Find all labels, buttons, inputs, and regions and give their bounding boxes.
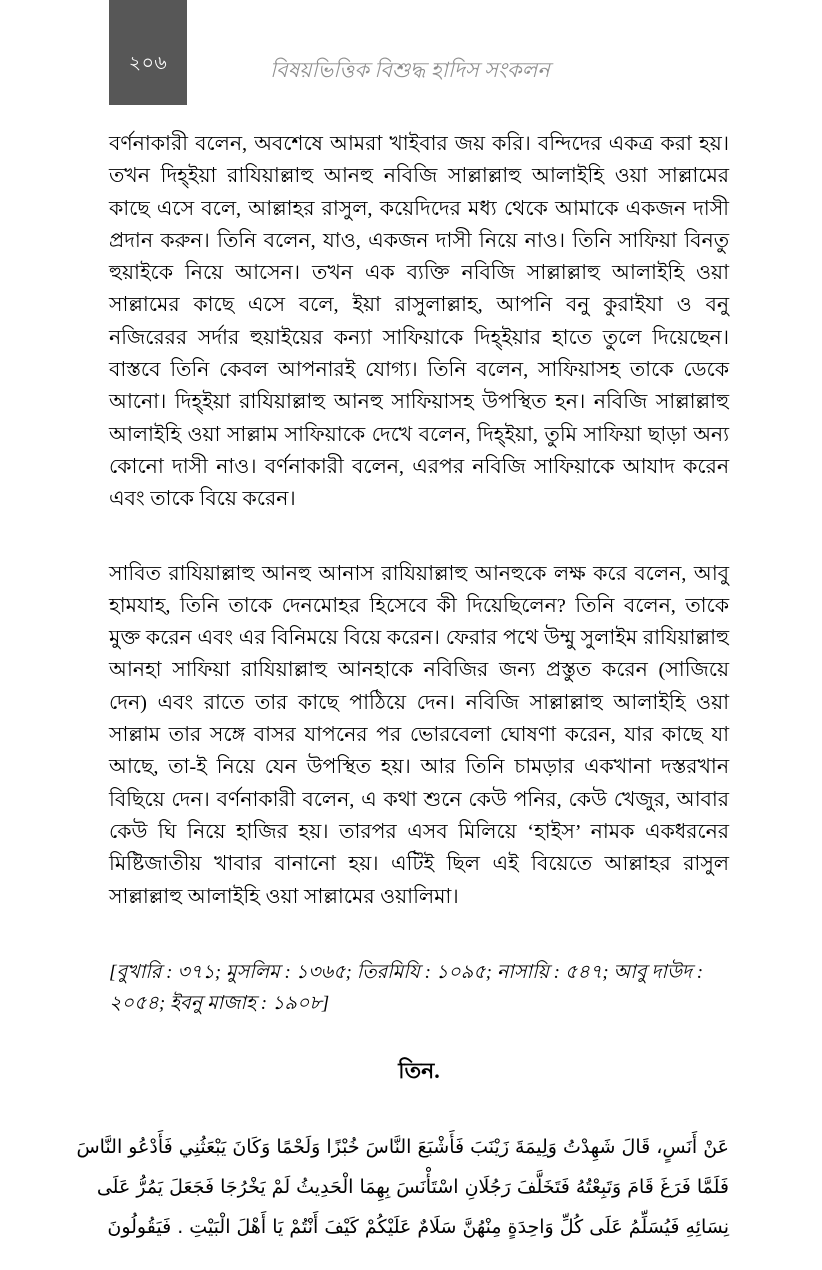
narration-paragraph-2: সাবিত রাযিয়াল্লাহু আনহু আনাস রাযিয়াল্লাহু আনহুকে লক্ষ করে বলেন, আবু হামযাহ, তিনি তাকে দেনমোহর হিসেবে কী দিয়েছিলেন? তিনি বলেন, তাকে মুক্ত করেন এবং এর বিনিময়ে বিয়ে করেন। ফেরার পথে উম্মু সুলাইম রাযিয়াল্লাহু আনহা সাফিয়া রাযিয়াল্লাহু আনহাকে নবিজির জন্য প্রস্তুত করেন (সাজিয়ে দেন) এবং রাতে তার কাছে পাঠিয়ে দেন। নবিজি সাল্লাল্লাহু আলাইহি ওয়া সাল্লাম তার সঙ্গে বাসর যাপনের পর ভোরবেলা ঘোষণা করেন, যার কাছে যা আছে, তা-ই নিয়ে যেন উপস্থিত হয়। আর তিনি চামড়ার একখানা দস্তরখান বিছিয়ে দেন। বর্ণনাকারী বলেন, এ কথা শুনে কেউ পনির, কেউ খেজুর, আবার কেউ ঘি নিয়ে হাজির হয়। তারপর এসব মিলিয়ে ‘হাইস’ নামক একধরনের মিষ্টিজাতীয় খাবার বানানো হয়। এটিই ছিল এই বিয়েতে আল্লাহর রাসুল সাল্লাল্লাহু আলাইহি ওয়া সাল্লামের ওয়ালিমা। — [109, 562, 729, 908]
narration-paragraph-1: বর্ণনাকারী বলেন, অবশেষে আমরা খাইবার জয় করি। বন্দিদের একত্র করা হয়। তখন দিহ্‌ইয়া রাযিয়াল্লাহু আনহু নবিজি সাল্লাল্লাহু আলাইহি ওয়া সাল্লামের কাছে এসে বলে, আল্লাহর রাসুল, কয়েদিদের মধ্য থেকে আমাকে একজন দাসী প্রদান করুন। তিনি বলেন, যাও, একজন দাসী নিয়ে নাও। তিনি সাফিয়া বিনতু হুয়াইকে নিয়ে আসেন। তখন এক ব্যক্তি নবিজি সাল্লাল্লাহু আলাইহি ওয়া সাল্লামের কাছে এসে বলে, ইয়া রাসুলাল্লাহ, আপনি বনু কুরাইযা ও বনু নজিরেরর সর্দার হুয়াইয়ের কন্যা সাফিয়াকে দিহ্‌ইয়ার হাতে তুলে দিয়েছেন। বাস্তবে তিনি কেবল আপনারই যোগ্য। তিনি বলেন, সাফিয়াসহ তাকে ডেকে আনো। দিহ্‌ইয়া রাযিয়াল্লাহু আনহু সাফিয়াসহ উপস্থিত হন। নবিজি সাল্লাল্লাহু আলাইহি ওয়া সাল্লাম সাফিয়াকে দেখে বলেন, দিহ্‌ইয়া, তুমি সাফিয়া ছাড়া অন্য কোনো দাসী নাও। বর্ণনাকারী বলেন, এরপর নবিজি সাফিয়াকে আযাদ করেন এবং তাকে বিয়ে করেন। — [109, 133, 729, 511]
paragraph-spacer — [109, 532, 729, 558]
section-heading: তিন. — [398, 1057, 440, 1083]
book-title-header: বিষয়ভিত্তিক বিশুদ্ধ হাদিস সংকলন — [270, 58, 550, 82]
paragraph-spacer — [109, 929, 729, 957]
page-running-header — [0, 0, 822, 108]
arabic-line-2: فَلَمَّا فَرَغَ قَامَ وَتَبِعْتُهُ فَتَخَلَّفَ رَجُلَانِ اسْتَأْنَسَ بِهِمَا الْحَدِيثُ لَمْ يَخْرُجَا فَجَعَلَ يَمُرُّ عَلَى — [96, 1176, 729, 1199]
heading-spacer — [109, 1085, 729, 1127]
citation-spacer — [109, 1019, 729, 1057]
hadith-source-citation: [বুখারি : ৩৭১; মুসলিম : ১৩৬৫; তিরমিযি : ১০৯৫; নাসায়ি : ৫৪৭; আবু দাউদ : ২০৫৪; ইবনু মাজাহ : ১৯০৮] — [109, 961, 704, 1014]
page-content — [76, 128, 729, 1247]
arabic-line-3: نِسَائِهِ فَيُسَلِّمُ عَلَى كُلِّ وَاحِدَةٍ مِنْهُنَّ سَلَامٌ عَلَيْكُمْ كَيْفَ أَنْتُمْ يَا أَهْلَ الْبَيْتِ . فَيَقُولُونَ — [107, 1216, 729, 1239]
arabic-line-1: عَنْ أَنَسٍ، قَالَ شَهِدْتُ وَلِيمَةَ زَيْنَبَ فَأَشْبَعَ النَّاسَ خُبْزًا وَلَحْمًا وَكَانَ يَبْعَثُنِي فَأَدْعُو النَّاسَ — [76, 1136, 729, 1159]
page-number: ২০৬ — [128, 53, 168, 74]
arabic-hadith-text — [76, 1127, 729, 1247]
